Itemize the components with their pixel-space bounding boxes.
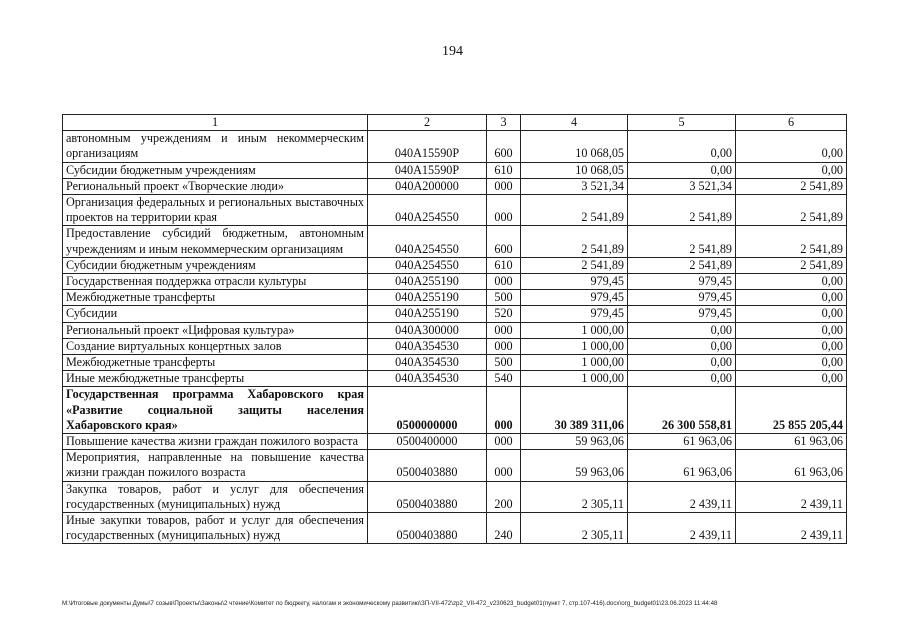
row-value-2-cell: 61 963,06 bbox=[628, 450, 736, 481]
row-type-cell: 000 bbox=[487, 195, 521, 226]
row-value-2-cell: 0,00 bbox=[628, 371, 736, 387]
table-header-row bbox=[63, 115, 847, 131]
row-value-2-cell: 2 439,11 bbox=[628, 513, 736, 544]
table-row bbox=[63, 306, 847, 322]
row-value-2-cell: 0,00 bbox=[628, 322, 736, 338]
row-value-3-cell: 61 963,06 bbox=[736, 434, 847, 450]
row-code-cell: 040A200000 bbox=[368, 178, 487, 194]
row-code-cell: 040A255190 bbox=[368, 290, 487, 306]
row-code-cell: 0500400000 bbox=[368, 434, 487, 450]
table-row bbox=[63, 450, 847, 481]
row-value-3-cell: 0,00 bbox=[736, 322, 847, 338]
row-value-1-cell: 1 000,00 bbox=[521, 355, 628, 371]
row-code-cell: 040A354530 bbox=[368, 371, 487, 387]
row-name-cell: Региональный проект «Творческие люди» bbox=[63, 178, 368, 194]
row-code-cell: 040A354530 bbox=[368, 338, 487, 354]
row-value-2-cell: 3 521,34 bbox=[628, 178, 736, 194]
row-code-cell: 0500000000 bbox=[368, 387, 487, 434]
footer-file-path: M:\Итоговые документы Думы\7 созыв\Проекты\Законы\2 чтение\Комитет по бюджету, налогам и экономическому развитию\ЗП-VII-472\zp2_VII-472_v230623_budget01(пункт 7, стр.107-416).docx\org_budget01\23.06.2023 11:44:48 bbox=[62, 600, 718, 607]
row-name-cell: Межбюджетные трансферты bbox=[63, 290, 368, 306]
table-row bbox=[63, 195, 847, 226]
row-type-cell: 500 bbox=[487, 355, 521, 371]
row-name-cell: Субсидии бюджетным учреждениям bbox=[63, 257, 368, 273]
table-row bbox=[63, 322, 847, 338]
row-code-cell: 0500403880 bbox=[368, 450, 487, 481]
table-row bbox=[63, 131, 847, 162]
row-value-2-cell: 61 963,06 bbox=[628, 434, 736, 450]
row-value-1-cell: 2 541,89 bbox=[521, 226, 628, 257]
row-value-2-cell: 2 541,89 bbox=[628, 195, 736, 226]
row-type-cell: 610 bbox=[487, 257, 521, 273]
row-name-cell: автономным учреждениям и иным некоммерческим организациям bbox=[63, 131, 368, 162]
row-name-cell: Государственная программа Хабаровского края «Развитие социальной защиты населения Хабаровского края» bbox=[63, 387, 368, 434]
row-type-cell: 600 bbox=[487, 131, 521, 162]
row-name-cell: Иные закупки товаров, работ и услуг для обеспечения государственных (муниципальных) нужд bbox=[63, 513, 368, 544]
row-type-cell: 200 bbox=[487, 481, 521, 512]
table-row bbox=[63, 481, 847, 512]
row-code-cell: 040A255190 bbox=[368, 306, 487, 322]
row-code-cell: 040A354530 bbox=[368, 355, 487, 371]
row-value-2-cell: 979,45 bbox=[628, 290, 736, 306]
row-name-cell: Мероприятия, направленные на повышение качества жизни граждан пожилого возраста bbox=[63, 450, 368, 481]
row-value-3-cell: 0,00 bbox=[736, 355, 847, 371]
row-value-1-cell: 1 000,00 bbox=[521, 322, 628, 338]
row-value-3-cell: 2 541,89 bbox=[736, 226, 847, 257]
row-name-cell: Государственная поддержка отрасли культуры bbox=[63, 274, 368, 290]
row-value-3-cell: 0,00 bbox=[736, 338, 847, 354]
row-type-cell: 610 bbox=[487, 162, 521, 178]
row-type-cell: 000 bbox=[487, 338, 521, 354]
row-value-1-cell: 979,45 bbox=[521, 290, 628, 306]
row-name-cell: Организация федеральных и региональных выставочных проектов на территории края bbox=[63, 195, 368, 226]
table-row bbox=[63, 257, 847, 273]
column-header: 1 bbox=[63, 115, 368, 131]
row-value-1-cell: 1 000,00 bbox=[521, 371, 628, 387]
column-header: 3 bbox=[487, 115, 521, 131]
row-code-cell: 040A300000 bbox=[368, 322, 487, 338]
row-value-2-cell: 979,45 bbox=[628, 274, 736, 290]
row-code-cell: 040A254550 bbox=[368, 257, 487, 273]
row-type-cell: 600 bbox=[487, 226, 521, 257]
row-value-1-cell: 10 068,05 bbox=[521, 162, 628, 178]
row-value-2-cell: 2 541,89 bbox=[628, 226, 736, 257]
row-value-3-cell: 2 541,89 bbox=[736, 195, 847, 226]
row-code-cell: 040A254550 bbox=[368, 226, 487, 257]
column-header: 2 bbox=[368, 115, 487, 131]
row-value-1-cell: 979,45 bbox=[521, 274, 628, 290]
table-row bbox=[63, 338, 847, 354]
column-header: 6 bbox=[736, 115, 847, 131]
row-value-3-cell: 2 439,11 bbox=[736, 481, 847, 512]
row-code-cell: 040A255190 bbox=[368, 274, 487, 290]
row-name-cell: Субсидии бюджетным учреждениям bbox=[63, 162, 368, 178]
row-type-cell: 000 bbox=[487, 387, 521, 434]
row-name-cell: Закупка товаров, работ и услуг для обеспечения государственных (муниципальных) нужд bbox=[63, 481, 368, 512]
row-code-cell: 040A254550 bbox=[368, 195, 487, 226]
row-type-cell: 000 bbox=[487, 434, 521, 450]
row-value-3-cell: 61 963,06 bbox=[736, 450, 847, 481]
row-value-3-cell: 25 855 205,44 bbox=[736, 387, 847, 434]
row-value-1-cell: 10 068,05 bbox=[521, 131, 628, 162]
row-name-cell: Повышение качества жизни граждан пожилого возраста bbox=[63, 434, 368, 450]
row-value-1-cell: 59 963,06 bbox=[521, 450, 628, 481]
row-type-cell: 240 bbox=[487, 513, 521, 544]
row-value-1-cell: 2 305,11 bbox=[521, 513, 628, 544]
row-value-2-cell: 2 541,89 bbox=[628, 257, 736, 273]
row-type-cell: 000 bbox=[487, 450, 521, 481]
row-value-2-cell: 2 439,11 bbox=[628, 481, 736, 512]
row-value-3-cell: 2 541,89 bbox=[736, 257, 847, 273]
row-value-3-cell: 0,00 bbox=[736, 290, 847, 306]
table-body bbox=[63, 131, 847, 544]
row-value-3-cell: 0,00 bbox=[736, 306, 847, 322]
row-name-cell: Создание виртуальных концертных залов bbox=[63, 338, 368, 354]
row-name-cell: Субсидии bbox=[63, 306, 368, 322]
row-value-2-cell: 0,00 bbox=[628, 131, 736, 162]
column-header: 5 bbox=[628, 115, 736, 131]
table-row bbox=[63, 371, 847, 387]
row-value-2-cell: 0,00 bbox=[628, 162, 736, 178]
table-row bbox=[63, 434, 847, 450]
row-name-cell: Предоставление субсидий бюджетным, автономным учреждениям и иным некоммерческим организациям bbox=[63, 226, 368, 257]
row-name-cell: Иные межбюджетные трансферты bbox=[63, 371, 368, 387]
row-value-2-cell: 0,00 bbox=[628, 355, 736, 371]
row-type-cell: 520 bbox=[487, 306, 521, 322]
row-value-1-cell: 979,45 bbox=[521, 306, 628, 322]
row-code-cell: 040A15590P bbox=[368, 162, 487, 178]
row-type-cell: 000 bbox=[487, 322, 521, 338]
row-code-cell: 0500403880 bbox=[368, 513, 487, 544]
row-value-3-cell: 0,00 bbox=[736, 131, 847, 162]
row-value-2-cell: 979,45 bbox=[628, 306, 736, 322]
row-name-cell: Межбюджетные трансферты bbox=[63, 355, 368, 371]
row-value-3-cell: 2 439,11 bbox=[736, 513, 847, 544]
table-row bbox=[63, 355, 847, 371]
row-name-cell: Региональный проект «Цифровая культура» bbox=[63, 322, 368, 338]
table-row bbox=[63, 178, 847, 194]
row-value-1-cell: 59 963,06 bbox=[521, 434, 628, 450]
row-value-2-cell: 0,00 bbox=[628, 338, 736, 354]
page-number: 194 bbox=[442, 44, 463, 59]
row-value-3-cell: 2 541,89 bbox=[736, 178, 847, 194]
row-value-3-cell: 0,00 bbox=[736, 274, 847, 290]
table-row bbox=[63, 162, 847, 178]
row-value-1-cell: 2 541,89 bbox=[521, 195, 628, 226]
table-row bbox=[63, 387, 847, 434]
row-type-cell: 540 bbox=[487, 371, 521, 387]
row-value-1-cell: 2 541,89 bbox=[521, 257, 628, 273]
table-row bbox=[63, 226, 847, 257]
row-type-cell: 500 bbox=[487, 290, 521, 306]
row-value-2-cell: 26 300 558,81 bbox=[628, 387, 736, 434]
row-type-cell: 000 bbox=[487, 274, 521, 290]
table-row bbox=[63, 290, 847, 306]
row-value-1-cell: 1 000,00 bbox=[521, 338, 628, 354]
row-value-1-cell: 2 305,11 bbox=[521, 481, 628, 512]
table-row bbox=[63, 513, 847, 544]
row-value-3-cell: 0,00 bbox=[736, 162, 847, 178]
row-value-1-cell: 3 521,34 bbox=[521, 178, 628, 194]
row-value-1-cell: 30 389 311,06 bbox=[521, 387, 628, 434]
column-header: 4 bbox=[521, 115, 628, 131]
table-row bbox=[63, 274, 847, 290]
row-value-3-cell: 0,00 bbox=[736, 371, 847, 387]
row-type-cell: 000 bbox=[487, 178, 521, 194]
budget-table bbox=[62, 114, 847, 544]
row-code-cell: 040A15590P bbox=[368, 131, 487, 162]
row-code-cell: 0500403880 bbox=[368, 481, 487, 512]
